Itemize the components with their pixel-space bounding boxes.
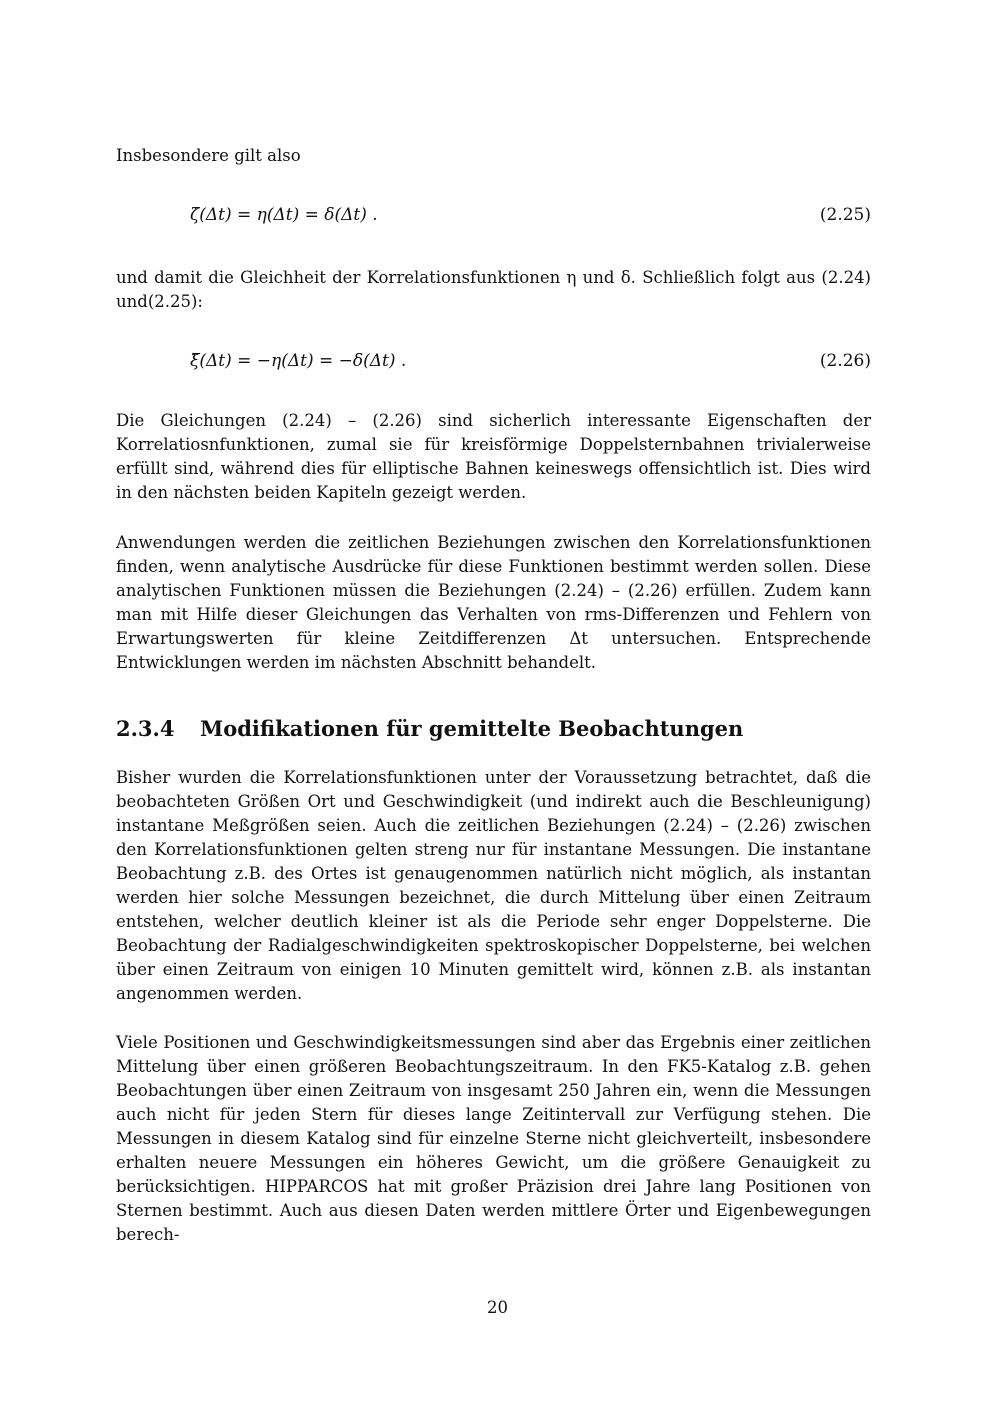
equation-2-26 (190, 348, 871, 374)
equation-number: (2.26) (819, 351, 871, 371)
equation-number: (2.25) (819, 205, 871, 225)
section-heading (116, 714, 871, 744)
paragraph-after-2-25: und damit die Gleichheit der Korrelationsfunktionen η und δ. Schließlich folgt aus (2.24) und(2.25): (116, 268, 871, 311)
paragraph-2: Anwendungen werden die zeitlichen Beziehungen zwischen den Korrelationsfunktionen finden, wenn analytische Ausdrücke für diese Funktionen bestimmt werden sollen. Diese analytischen Funktionen müssen die Beziehungen (2.24) – (2.26) erfüllen. Zudem kann man mit Hilfe dieser Gleichungen das Verhalten von rms-Differenzen und Fehlern von Erwartungswerten für kleine Zeitdifferenzen Δt untersuchen. Entsprechende Entwicklungen werden im nächsten Abschnitt behandelt. (116, 533, 871, 672)
section-number: 2.3.4 (116, 716, 175, 741)
equation-formula: ξ̈(Δt) = −η(Δt) = −δ(Δt) . (190, 351, 407, 371)
equation-formula: ζ̇(Δt) = η(Δt) = δ(Δt) . (190, 205, 378, 225)
paragraph-1: Die Gleichungen (2.24) – (2.26) sind sicherlich interessante Eigenschaften der Korrelatiosnfunktionen, zumal sie für kreisförmige Doppelsternbahnen trivialerweise erfüllt sind, während dies für elliptische Bahnen keineswegs offensichtlich ist. Dies wird in den nächsten beiden Kapiteln gezeigt werden. (116, 411, 871, 502)
paragraph-4: Viele Positionen und Geschwindigkeitsmessungen sind aber das Ergebnis einer zeitlichen Mittelung über einen größeren Beobachtungszeitraum. In den FK5-Katalog z.B. gehen Beobachtungen über einen Zeitraum von insgesamt 250 Jahren ein, wenn die Messungen auch nicht für jeden Stern für dieses lange Zeitintervall zur Verfügung stehen. Die Messungen in diesem Katalog sind für einzelne Sterne nicht gleichverteilt, insbesondere erhalten neuere Messungen ein höheres Gewicht, um die größere Genauigkeit zu berücksichtigen. HIPPARCOS hat mit großer Präzision drei Jahre lang Positionen von Sternen bestimmt. Auch aus diesen Daten werden mittlere Örter und Eigenbewegungen berech- (116, 1033, 871, 1244)
page-number: 20 (487, 1298, 508, 1317)
equation-2-25 (190, 202, 871, 228)
paragraph-3: Bisher wurden die Korrelationsfunktionen unter der Voraussetzung betrachtet, daß die beobachteten Größen Ort und Geschwindigkeit (und indirekt auch die Beschleunigung) instantane Meßgrößen seien. Auch die zeitlichen Beziehungen (2.24) – (2.26) zwischen den Korrelationsfunktionen gelten streng nur für instantane Messungen. Die instantane Beobachtung z.B. des Ortes ist genaugenommen natürlich nicht möglich, als instantan werden hier solche Messungen bezeichnet, die durch Mittelung über einen Zeitraum entstehen, welcher deutlich kleiner ist als die Periode sehr enger Doppelsterne. Die Beobachtung der Radialgeschwindigkeiten spektroskopischer Doppelsterne, bei welchen über einen Zeitraum von einigen 10 Minuten gemittelt wird, können z.B. als instantan angenommen werden. (116, 768, 871, 1003)
intro-text: Insbesondere gilt also (116, 146, 301, 165)
section-title: Modifikationen für gemittelte Beobachtungen (200, 716, 744, 741)
